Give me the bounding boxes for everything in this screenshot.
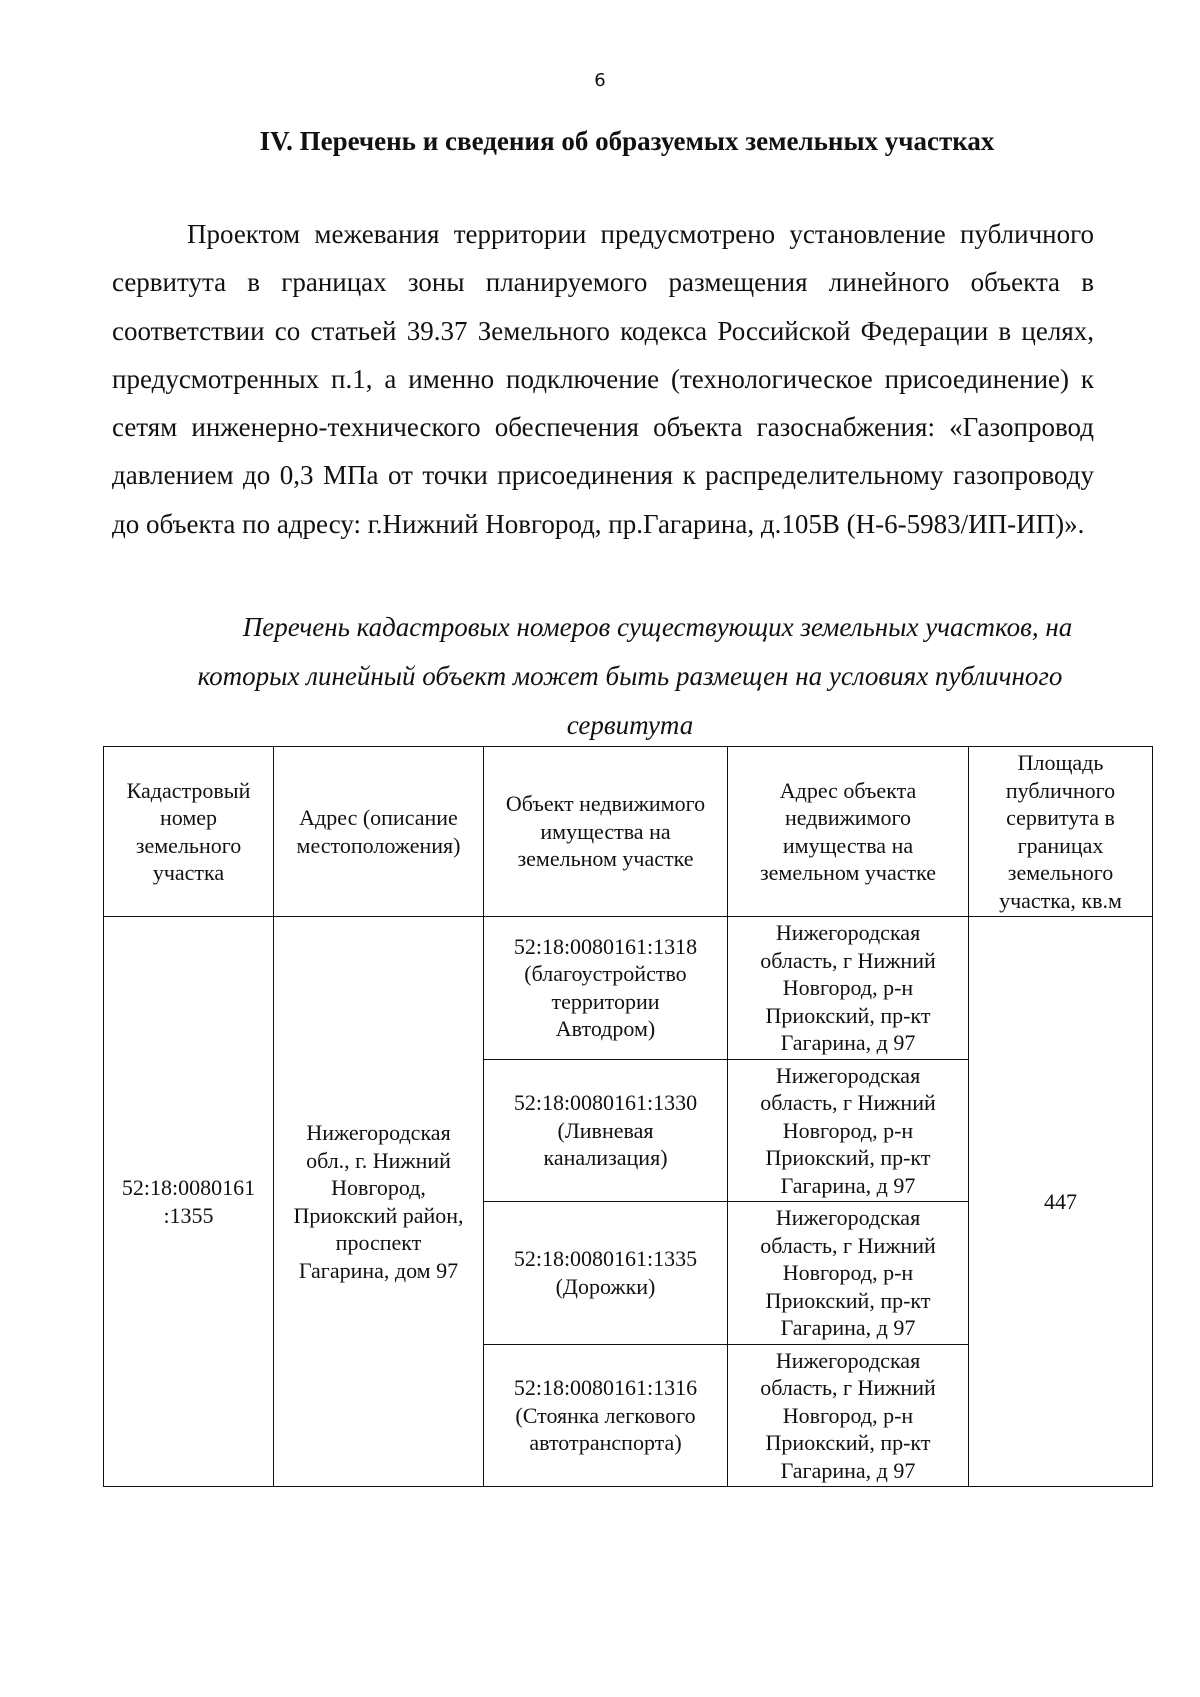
header-property-object: Объект недвижимого имущества на земельном участке [484,747,728,917]
cell-object-address: Нижегородская область, г Нижний Новгород, р-н Приокский, пр-кт Гагарина, д 97 [728,1202,969,1345]
table-caption [150,603,1110,750]
cell-parcel-address: Нижегородская обл., г. Нижний Новгород, Приокский район, проспект Гагарина, дом 97 [274,917,484,1487]
header-cadastral-number: Кадастровый номер земельного участка [104,747,274,917]
table-header-row [104,747,1153,917]
cell-object-address: Нижегородская область, г Нижний Новгород, р-н Приокский, пр-кт Гагарина, д 97 [728,1344,969,1487]
page-number: 6 [594,70,606,91]
cell-cadastral-number: 52:18:0080161 :1355 [104,917,274,1487]
header-address: Адрес (описание местоположения) [274,747,484,917]
table-caption-line-1: Перечень кадастровых номеров существующих земельных участков, на [242,612,1073,642]
table-row [104,917,1153,1060]
body-paragraph: Проектом межевания территории предусмотрено установление публичного сервитута в границах зоны планируемого размещения линейного объекта в соответствии со статьей 39.37 Земельного кодекса Российской Федерации в целях, предусмотренных п.1, а именно подключение (технологическое присоединение) к сетям инженерно-технического обеспечения объекта газоснабжения: «Газопровод давлением до 0,3 МПа от точки присоединения к распределительному газопроводу до объекта по адресу: г.Нижний Новгород, пр.Гагарина, д.105В (Н-6-5983/ИП-ИП)». [112,219,1094,539]
table-caption-line-3: сервитута [566,710,694,740]
cell-object-address: Нижегородская область, г Нижний Новгород, р-н Приокский, пр-кт Гагарина, д 97 [728,1059,969,1202]
section-title: IV. Перечень и сведения об образуемых земельных участках [259,126,995,156]
header-object-address: Адрес объекта недвижимого имущества на земельном участке [728,747,969,917]
cell-property-object: 52:18:0080161:1335 (Дорожки) [484,1202,728,1345]
parcels-table [103,746,1153,1487]
cell-property-object: 52:18:0080161:1316 (Стоянка легкового автотранспорта) [484,1344,728,1487]
table-caption-line-2: которых линейный объект может быть размещен на условиях публичного [197,661,1063,691]
cell-property-object: 52:18:0080161:1330 (Ливневая канализация) [484,1059,728,1202]
cell-object-address: Нижегородская область, г Нижний Новгород, р-н Приокский, пр-кт Гагарина, д 97 [728,917,969,1060]
cell-property-object: 52:18:0080161:1318 (благоустройство территории Автодром) [484,917,728,1060]
header-servitude-area: Площадь публичного сервитута в границах земельного участка, кв.м [969,747,1153,917]
cell-servitude-area: 447 [969,917,1153,1487]
